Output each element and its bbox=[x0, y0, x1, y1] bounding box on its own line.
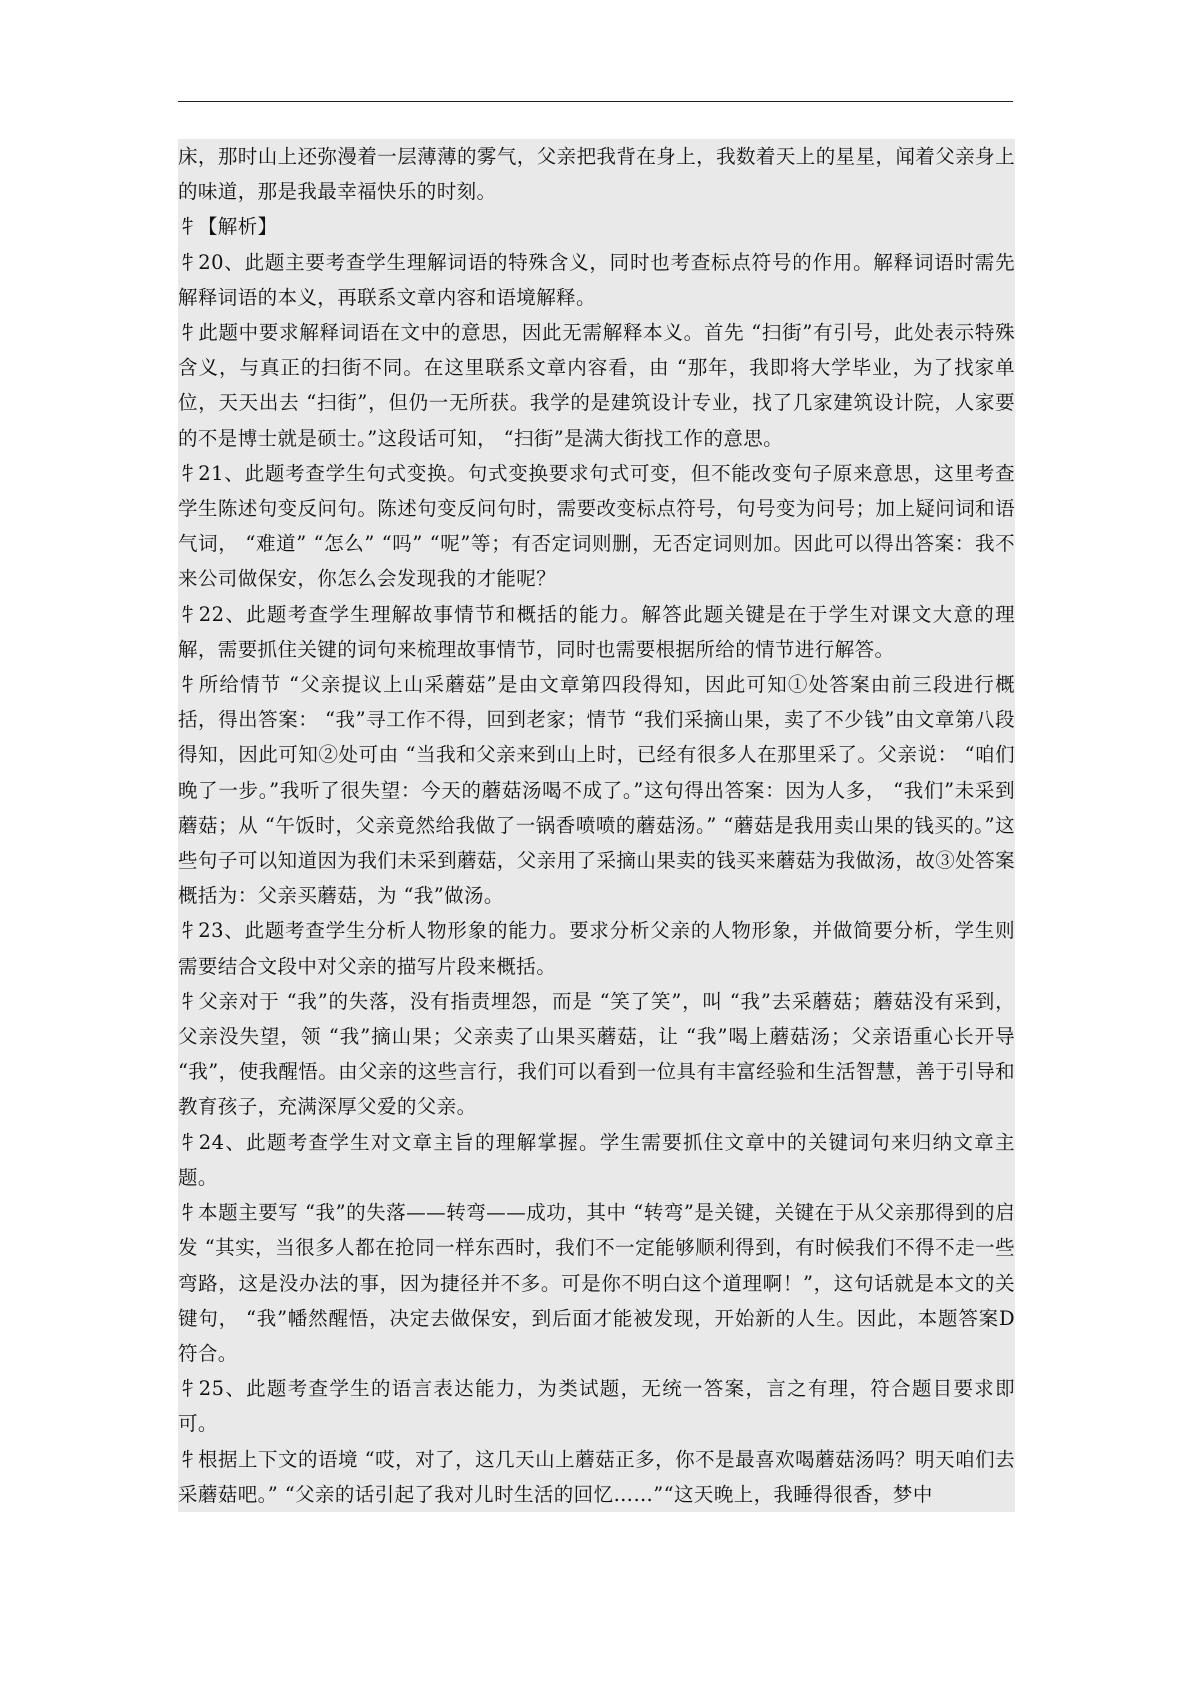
paragraph-q22-detail: 牜所给情节 “父亲提议上山采蘑菇”是由文章第四段得知，因此可知①处答案由前三段进行概括，得出答案： “我”寻工作不得，回到老家；情节 “我们采摘山果，卖了不少钱”由文章第八段得知，因此可知②处可由 “当我和父亲来到山上时，已经有很多人在那里采了。父亲说： “咱们晚了一步。”我听了很失望：今天的蘑菇汤喝不成了。”这句得出答案：因为人多， “我们”未采到蘑菇；从 “午饭时，父亲竟然给我做了一锅香喷喷的蘑菇汤。” “蘑菇是我用卖山果的钱买的。”这些句子可以知道因为我们未采到蘑菇，父亲用了采摘山果卖的钱买来蘑菇为我做汤，故③处答案概括为：父亲买蘑菇，为 “我”做汤。 bbox=[178, 673, 1015, 908]
paragraph-q23: 牜23、此题考查学生分析人物形象的能力。要求分析父亲的人物形象，并做简要分析，学生则需要结合文段中对父亲的描写片段来概括。 bbox=[178, 919, 1015, 978]
paragraph-q24-detail: 牜本题主要写 “我”的失落——转弯——成功，其中 “转弯”是关键，关键在于从父亲那得到的启发 “其实，当很多人都在抢同一样东西时，我们不一定能够顺利得到，有时候我们不得不走一些弯路，这是没办法的事，因为捷径并不多。可是你不明白这个道理啊！”，这句话就是本文的关键句， “我”幡然醒悟，决定去做保安，到后面才能被发现，开始新的人生。因此，本题答案D符合。 bbox=[178, 1201, 1015, 1365]
paragraph-q22: 牜22、此题考查学生理解故事情节和概括的能力。解答此题关键是在于学生对课文大意的理解，需要抓住关键的词句来梳理故事情节，同时也需要根据所给的情节进行解答。 bbox=[178, 602, 1015, 661]
analysis-heading: 牜【解析】 bbox=[178, 215, 278, 239]
paragraph-q20-detail: 牜此题中要求解释词语在文中的意思，因此无需解释本义。首先 “扫街”有引号，此处表示特殊含义，与真正的扫街不同。在这里联系文章内容看，由 “那年，我即将大学毕业，为了找家单位，天天出去 “扫街”，但仍一无所获。我学的是建筑设计专业，找了几家建筑设计院，人家要的不是博士就是硕士。”这段话可知， “扫街”是满大街找工作的意思。 bbox=[178, 321, 1015, 450]
paragraph-1: 床，那时山上还弥漫着一层薄薄的雾气，父亲把我背在身上，我数着天上的星星，闻着父亲身上的味道，那是我最幸福快乐的时刻。 bbox=[178, 145, 1015, 204]
paragraph-q24: 牜24、此题考查学生对文章主旨的理解掌握。学生需要抓住文章中的关键词句来归纳文章主题。 bbox=[178, 1130, 1015, 1189]
document-body bbox=[178, 139, 1015, 1512]
paragraph-q25: 牜25、此题考查学生的语言表达能力，为类试题，无统一答案，言之有理，符合题目要求即可。 bbox=[178, 1377, 1015, 1436]
paragraph-q21: 牜21、此题考查学生句式变换。句式变换要求句式可变，但不能改变句子原来意思，这里考查学生陈述句变反问句。陈述句变反问句时，需要改变标点符号，句号变为问号；加上疑问词和语气词， “难道” “怎么” “吗” “呢”等；有否定词则删，无否定词则加。因此可以得出答案：我不来公司做保安，你怎么会发现我的才能呢？ bbox=[178, 461, 1015, 591]
paragraph-q25-detail: 牜根据上下文的语境 “哎，对了，这几天山上蘑菇正多，你不是最喜欢喝蘑菇汤吗？明天咱们去采蘑菇吧。” “父亲的话引起了我对儿时生活的回忆……”“这天晚上，我睡得很香，梦中 bbox=[178, 1447, 1015, 1506]
paragraph-q20: 牜20、此题主要考查学生理解词语的特殊含义，同时也考查标点符号的作用。解释词语时需先解释词语的本义，再联系文章内容和语境解释。 bbox=[178, 250, 1015, 309]
header-rule bbox=[178, 101, 1013, 102]
paragraph-q23-detail: 牜父亲对于 “我”的失落，没有指责埋怨，而是 “笑了笑”，叫 “我”去采蘑菇；蘑菇没有采到，父亲没失望，领 “我”摘山果；父亲卖了山果买蘑菇，让 “我”喝上蘑菇汤；父亲语重心长开导 “我”，使我醒悟。由父亲的这些言行，我们可以看到一位具有丰富经验和生活智慧，善于引导和教育孩子，充满深厚父爱的父亲。 bbox=[178, 989, 1015, 1119]
